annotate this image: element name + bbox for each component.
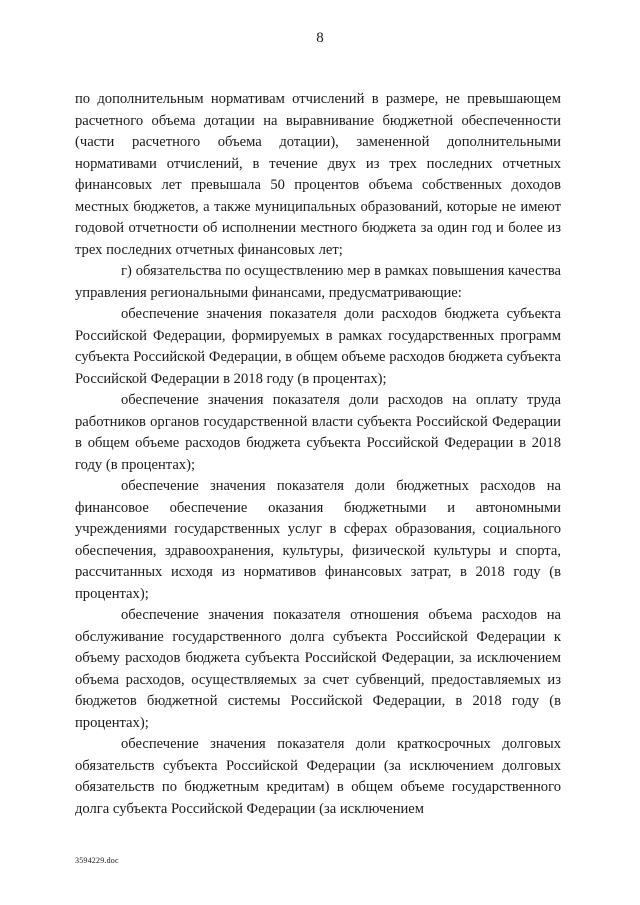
paragraph: обеспечение значения показателя доли расходов на оплату труда работников органов государственной власти субъекта Российской Федерации в общем объеме расходов бюджета субъекта Российской Федерации в 2018 году (в процентах); — [75, 392, 561, 473]
paragraph: обеспечение значения показателя доли расходов бюджета субъекта Российской Федерации, формируемых в рамках государственных программ субъекта Российской Федерации, в общем объеме расходов бюджета субъекта Российской Федерации в 2018 году (в процентах); — [75, 306, 561, 387]
paragraph: обеспечение значения показателя доли краткосрочных долговых обязательств субъекта Российской Федерации (за исключением долговых обязательств по бюджетным кредитам) в общем объеме государственного долга субъекта Российской Федерации (за исключением — [75, 736, 561, 817]
footer-document-code: 3594229.doc — [75, 856, 119, 865]
paragraph: обеспечение значения показателя отношения объема расходов на обслуживание государственного долга субъекта Российской Федерации к объему расходов бюджета субъекта Российской Федерации, за исключением объема расходов, осуществляемых за счет субвенций, предоставляемых из бюджетов бюджетной системы Российской Федерации, в 2018 году (в процентах); — [75, 607, 561, 731]
paragraph: по дополнительным нормативам отчислений в размере, не превышающем расчетного объема дотации на выравнивание бюджетной обеспеченности (части расчетного объема дотации), замененной дополнительными нормативами отчислений, в течение двух из трех последних отчетных финансовых лет превышала 50 процентов объема собственных доходов местных бюджетов, а также муниципальных образований, которые не имеют годовой отчетности об исполнении местного бюджета за один год и более из трех последних отчетных финансовых лет; — [75, 91, 561, 258]
document-body — [75, 89, 561, 820]
page-number: 8 — [316, 30, 324, 46]
paragraph: обеспечение значения показателя доли бюджетных расходов на финансовое обеспечение оказания бюджетными и автономными учреждениями государственных услуг в сферах образования, социального обеспечения, здравоохранения, культуры, физической культуры и спорта, рассчитанных исходя из нормативов финансовых затрат, в 2018 году (в процентах); — [75, 478, 561, 602]
paragraph: г) обязательства по осуществлению мер в рамках повышения качества управления региональными финансами, предусматривающие: — [75, 263, 561, 301]
